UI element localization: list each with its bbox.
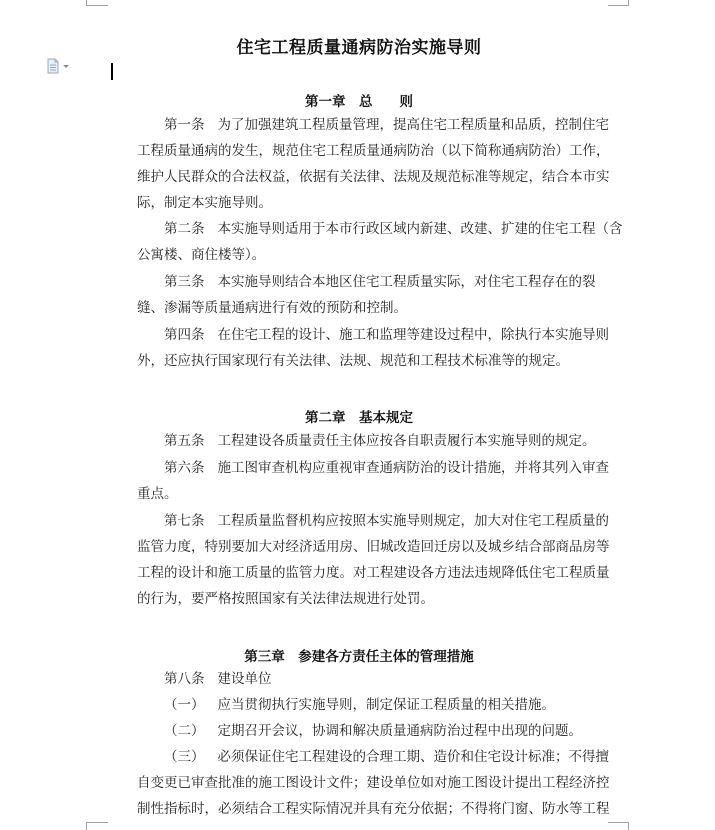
article-text-line: 监管力度，特别要加大对经济适用房、旧城改造回迁房以及城乡结合部商品房等 [137,539,610,555]
article-label: 第二条 [164,221,205,237]
article-5 [110,428,608,454]
article-text-line: 公寓楼、商住楼等）。 [137,247,266,263]
document-options-icon[interactable] [46,58,72,74]
article-text-line: 维护人民群众的合法权益，依据有关法律、法规及规范标准等规定，结合本市实 [137,169,610,185]
article-text-line: 缝、渗漏等质量通病进行有效的预防和控制。 [137,300,407,316]
clause-text-line: 必须保证住宅工程建设的合理工期、造价和住宅设计标准；不得擅 [217,749,609,765]
clause-label: （二） [164,723,205,739]
article-4 [110,322,608,374]
crop-mark-top-right-h [608,5,629,6]
clause-text-line: 应当贯彻执行实施导则，制定保证工程质量的相关措施。 [217,697,555,713]
article-text-line: 际，制定本实施导则。 [137,195,272,211]
chapter-heading-3: 第三章 参建各方责任主体的管理措施 [244,649,474,665]
article-label: 第七条 [164,513,205,529]
clause-text-line: 自变更已审查批准的施工图设计文件；建设单位如对施工图设计提出工程经济控 [137,775,610,791]
clause-1 [110,692,608,718]
crop-mark-bottom-left-h [86,822,108,823]
clause-3 [110,744,608,822]
article-text-line: 工程建设各质量责任主体应按各自职责履行本实施导则的规定。 [217,433,596,449]
clause-text-line: 定期召开会议，协调和解决质量通病防治过程中出现的问题。 [217,723,582,739]
article-text-line: 工程质量监督机构应按照本实施导则规定，加大对住宅工程质量的 [217,513,609,529]
crop-mark-bottom-left [86,822,87,830]
article-text-line: 本实施导则适用于本市行政区域内新建、改建、扩建的住宅工程（含 [217,221,623,237]
chapter-heading-2: 第二章 基本规定 [305,410,413,426]
article-text-line: 在住宅工程的设计、施工和监理等建设过程中，除执行本实施导则 [217,327,609,343]
article-text-line: 本实施导则结合本地区住宅工程质量实际，对住宅工程存在的裂 [217,274,596,290]
article-2 [110,216,623,268]
article-text-line: 工程的设计和施工质量的监管力度。对工程建设各方违法违规降低住宅工程质量 [137,565,610,581]
article-label: 第四条 [164,327,205,343]
article-7 [110,508,608,612]
article-label: 第三条 [164,274,205,290]
article-text-line: 施工图审查机构应重视审查通病防治的设计措施，并将其列入审查 [217,460,609,476]
clause-2 [110,718,608,744]
article-text-line: 工程质量通病的发生，规范住宅工程质量通病防治（以下简称通病防治）工作， [137,143,610,159]
article-text-line: 重点。 [137,486,178,502]
article-text-line: 的行为，要严格按照国家有关法律法规进行处罚。 [137,591,434,607]
article-label: 第八条 [164,671,205,687]
article-6 [110,455,608,507]
article-label: 第一条 [164,117,205,133]
clause-label: （一） [164,697,205,713]
article-text-line: 为了加强建筑工程质量管理，提高住宅工程质量和品质，控制住宅 [217,117,609,133]
document-title: 住宅工程质量通病防治实施导则 [236,38,482,58]
crop-mark-top-left-h [86,5,108,6]
article-1 [110,112,608,216]
crop-mark-bottom-right-h [608,822,629,823]
clause-text-line: 制性指标时，必须结合工程实际情况并具有充分依据；不得将门窗、防水等工程 [137,801,610,817]
chapter-heading-1: 第一章 总 则 [305,94,413,110]
article-8 [110,666,608,692]
clause-label: （三） [164,749,205,765]
article-label: 第六条 [164,460,205,476]
article-text-line: 建设单位 [217,671,272,687]
article-text-line: 外，还应执行国家现行有关法律、法规、规范和工程技术标准等的规定。 [137,353,569,369]
text-cursor [111,63,113,80]
crop-mark-bottom-right [628,822,629,830]
article-3 [110,269,608,321]
article-label: 第五条 [164,433,205,449]
